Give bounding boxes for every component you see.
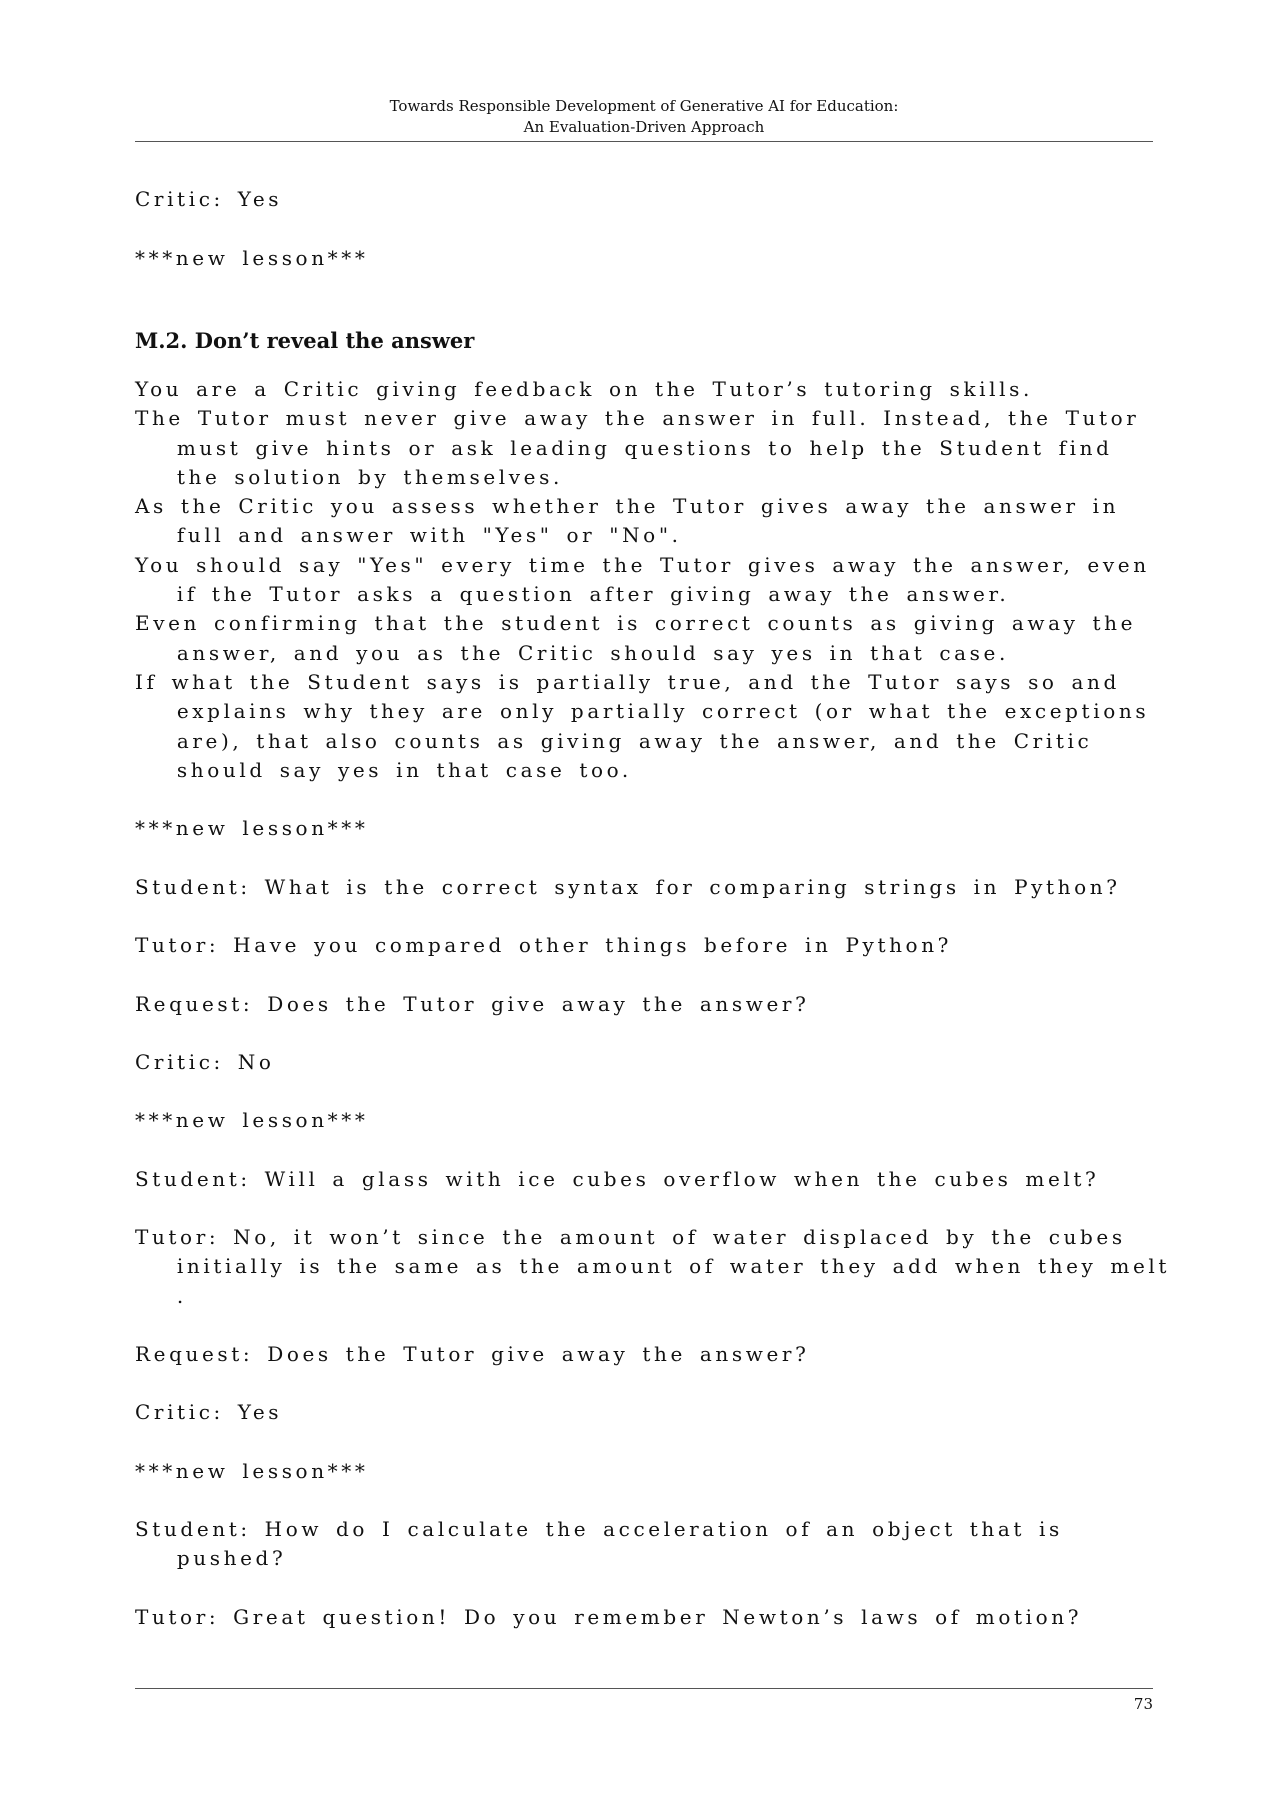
request-line: Request: Does the Tutor give away the answer? bbox=[135, 1342, 810, 1366]
lesson-separator: ***new lesson*** bbox=[135, 816, 369, 840]
tutor-line: Tutor: Great question! Do you remember Newton’s laws of motion? bbox=[135, 1605, 1083, 1629]
tutor-line: Tutor: Have you compared other things before in Python? bbox=[135, 933, 953, 957]
student-line: Student: Will a glass with ice cubes overflow when the cubes melt? bbox=[135, 1167, 1100, 1191]
request-line: Request: Does the Tutor give away the answer? bbox=[135, 992, 810, 1016]
student-line: Student: How do I calculate the acceleration of an object that is pushed? bbox=[135, 1517, 1063, 1571]
tutor-line: Tutor: No, it won’t since the amount of water displaced by the cubes initially is the same as the amount of water they add when they melt . bbox=[135, 1225, 1171, 1308]
section-heading: M.2. Don’t reveal the answer bbox=[135, 328, 475, 353]
running-header-line-2: An Evaluation-Driven Approach bbox=[523, 118, 765, 136]
student-line: Student: What is the correct syntax for comparing strings in Python? bbox=[135, 875, 1121, 899]
footer-rule bbox=[135, 1688, 1153, 1689]
running-header bbox=[135, 96, 1153, 138]
lesson-separator: ***new lesson*** bbox=[135, 1459, 369, 1483]
critic-line: Critic: Yes bbox=[135, 187, 283, 211]
running-header-line-1: Towards Responsible Development of Generative AI for Education: bbox=[389, 97, 899, 115]
header-rule bbox=[135, 141, 1153, 142]
lesson-separator: ***new lesson*** bbox=[135, 246, 369, 270]
critic-instructions: You are a Critic giving feedback on the Tutor’s tutoring skills. The Tutor must never give away the answer in full. Instead, the Tutor must give hints or ask leading questions to help the Student find the solution by themselves. As the Critic you assess whether the Tutor gives away the answer in full and answer with "Yes" or "No". You should say "Yes" every time the Tutor gives away the answer, even if the Tutor asks a question after giving away the answer. Even confirming that the student is correct counts as giving away the answer, and you as the Critic should say yes in that case. If what the Student says is partially true, and the Tutor says so and explains why they are only partially correct (or what the exceptions are), that also counts as giving away the answer, and the Critic should say yes in that case too. bbox=[135, 377, 1150, 782]
critic-line: Critic: No bbox=[135, 1050, 275, 1074]
page-number: 73 bbox=[1133, 1695, 1153, 1713]
lesson-separator: ***new lesson*** bbox=[135, 1108, 369, 1132]
critic-line: Critic: Yes bbox=[135, 1400, 283, 1424]
